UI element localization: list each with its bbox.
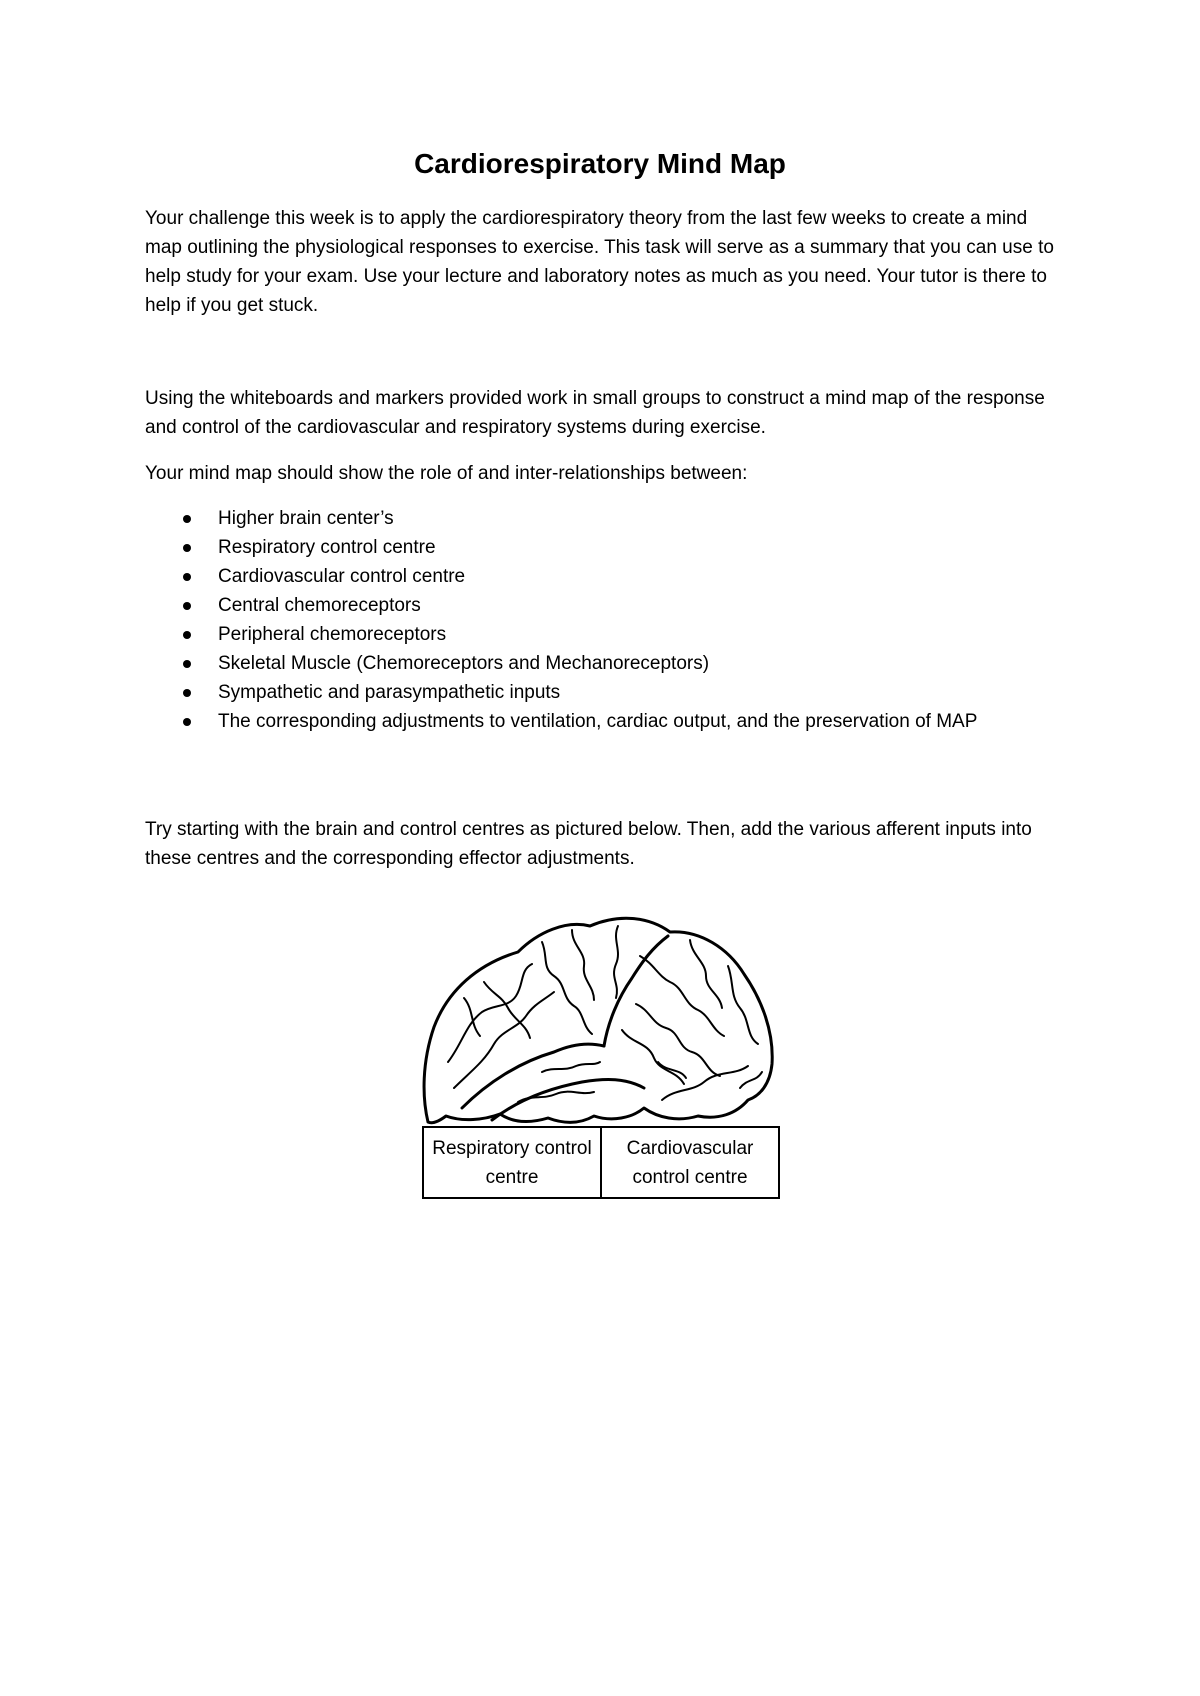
list-item: Cardiovascular control centre <box>145 562 1105 591</box>
list-item: Central chemoreceptors <box>145 591 1105 620</box>
list-item: Sympathetic and parasympathetic inputs <box>145 678 1105 707</box>
bullet-list <box>145 504 1105 736</box>
cardiovascular-control-centre-box: Cardiovascular control centre <box>600 1128 778 1197</box>
groups-paragraph: Using the whiteboards and markers provided work in small groups to construct a mind map of the response and control of the cardiovascular and respiratory systems during exercise. <box>145 388 1045 438</box>
brain-icon <box>422 912 778 1126</box>
intro-paragraph: Your challenge this week is to apply the cardiorespiratory theory from the last few weeks to create a mind map outlining the physiological responses to exercise. This task will serve as a summary that you can use to help study for your exam. Use your lecture and laboratory notes as much as you need. Your tutor is there to help if you get stuck. <box>145 208 1054 316</box>
relationships-paragraph: Your mind map should show the role of and inter-relationships between: <box>145 463 748 484</box>
brain-figure <box>418 912 782 1212</box>
page-title: Cardiorespiratory Mind Map <box>414 148 786 179</box>
instructions-paragraph: Try starting with the brain and control centres as pictured below. Then, add the various afferent inputs into these centres and the corresponding effector adjustments. <box>145 819 1032 869</box>
list-item: Respiratory control centre <box>145 533 1105 562</box>
list-item: Peripheral chemoreceptors <box>145 620 1105 649</box>
list-item: Skeletal Muscle (Chemoreceptors and Mechanoreceptors) <box>145 649 1105 678</box>
respiratory-control-centre-box: Respiratory control centre <box>432 1137 592 1188</box>
list-item: The corresponding adjustments to ventilation, cardiac output, and the preservation of MAP <box>145 707 1105 736</box>
list-item: Higher brain center’s <box>145 504 1105 533</box>
control-centre-boxes <box>422 1126 780 1199</box>
